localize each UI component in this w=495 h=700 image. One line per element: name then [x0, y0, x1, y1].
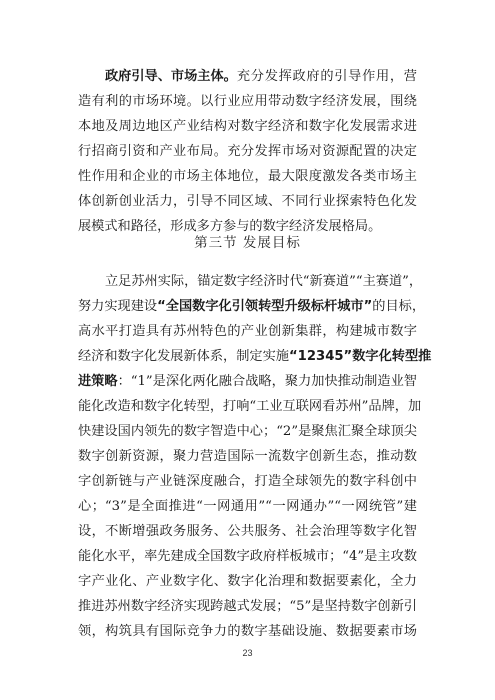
- text-segment: 立足苏州实际，锚定数字经济时代“新赛道”“主赛道”，: [105, 274, 423, 289]
- page-number: 23: [242, 648, 253, 658]
- bold-phrase: “12345”数字化转型推: [289, 349, 432, 364]
- paragraph-principles: [78, 64, 417, 239]
- text-line: [78, 189, 417, 214]
- text-segment: 造有利的市场环境。以行业应用带动数字经济发展，围绕: [78, 94, 417, 109]
- text-segment: 领，构筑具有国际竞争力的数字基础设施、数据要素市场: [78, 624, 417, 639]
- text-line: [78, 294, 426, 319]
- bold-lead: 政府引导、市场主体。: [105, 69, 237, 84]
- text-line: [78, 114, 417, 139]
- text-line: [78, 569, 417, 594]
- text-segment: 体创新创业活力，引导不同区域、不同行业探索特色化发: [78, 194, 417, 209]
- text-line: [78, 619, 417, 644]
- text-line: [78, 269, 423, 294]
- text-segment: 数字创新资源，聚力营造国际一流数字创新生态，推动数: [78, 449, 417, 464]
- text-line: [78, 469, 417, 494]
- text-segment: 推进苏州数字经济实现跨越式发展；“5”是坚持数字创新引: [78, 599, 417, 614]
- text-segment: 字创新链与产业链深度融合，打造全球领先的数字科创中: [78, 474, 417, 489]
- text-segment: 努力实现建设: [78, 299, 158, 314]
- section-heading: 第三节 发展目标: [194, 235, 301, 251]
- text-segment: 性作用和企业的市场主体地位，最大限度激发各类市场主: [78, 169, 417, 184]
- text-segment: 心；“3”是全面推进“一网通用”“一网通办”“一网统管”建: [78, 499, 417, 514]
- text-line: [78, 494, 417, 519]
- text-segment: 能化改造和数字化转型，打响“工业互联网看苏州”品牌，加: [78, 399, 422, 414]
- text-line: [78, 139, 417, 164]
- text-line: [78, 89, 417, 114]
- text-segment: 充分发挥政府的引导作用，营: [236, 69, 417, 84]
- text-line: [78, 64, 417, 89]
- text-segment: 能化水平，率先建成全国数字政府样板城市；“4”是主攻数: [78, 549, 417, 564]
- text-segment: ：“1”是深化两化融合战略，聚力加快推动制造业智: [117, 374, 417, 389]
- text-segment: 字产业化、产业数字化、数字化治理和数据要素化，全力: [78, 574, 417, 589]
- text-segment: 的目标，: [372, 299, 426, 314]
- text-line: [78, 319, 417, 344]
- text-segment: 行招商引资和产业布局。充分发挥市场对资源配置的决定: [78, 144, 417, 159]
- text-line: [78, 394, 422, 419]
- text-line: [78, 419, 417, 444]
- text-segment: 展模式和路径，形成多方参与的数字经济发展格局。: [78, 219, 382, 234]
- text-segment: 设，不断增强政务服务、公共服务、社会治理等数字化智: [78, 524, 417, 539]
- text-line: [78, 369, 417, 394]
- text-segment: 快建设国内领先的数字智造中心；“2”是聚焦汇聚全球顶尖: [78, 424, 417, 439]
- text-line: [78, 444, 417, 469]
- text-segment: 高水平打造具有苏州特色的产业创新集群，构建城市数字: [78, 324, 417, 339]
- text-line: [78, 594, 417, 619]
- text-line: [78, 164, 417, 189]
- paragraph-goals: [78, 269, 432, 644]
- bold-phrase: 进策略: [78, 374, 118, 389]
- text-segment: 本地及周边地区产业结构对数字经济和数字化发展需求进: [78, 119, 417, 134]
- text-line: [78, 544, 417, 569]
- text-segment: 经济和数字化发展新体系，制定实施: [78, 349, 289, 364]
- bold-phrase: “全国数字化引领转型升级标杆城市”: [157, 299, 373, 314]
- text-line: [78, 519, 417, 544]
- text-line: [78, 344, 432, 369]
